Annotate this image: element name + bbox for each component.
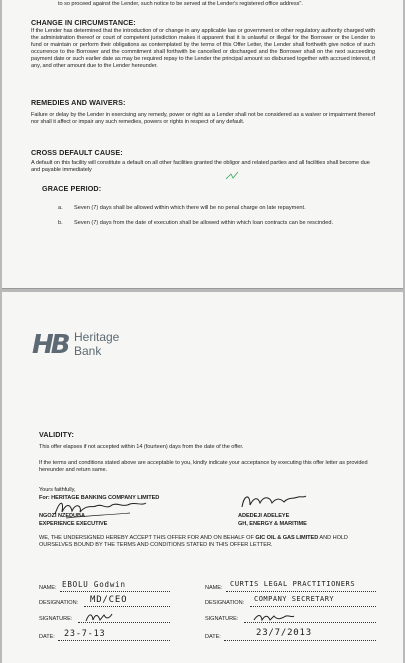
document-page-1: [2, 0, 403, 288]
logo-mark: HB: [32, 330, 68, 360]
closing-text: Yours faithfully,: [39, 487, 76, 493]
left-signature-label: SIGNATURE:: [39, 616, 73, 622]
acceptance-company: GIC OIL & GAS LIMITED: [255, 535, 319, 541]
validity-body-2: If the terms and conditions stated above are acceptable to you, kindly indicate your acceptance by executing this offer letter as provided hereunder and return same.: [39, 460, 368, 474]
signatory-left-name: NGOZI NZEDUBA: [39, 513, 85, 519]
right-signature-label: SIGNATURE:: [205, 616, 239, 622]
grace-item-marker: b.: [58, 220, 63, 226]
acceptance-text: [39, 535, 375, 549]
grace-item-marker: a.: [58, 205, 63, 211]
acceptance-post: AND HOLD OURSELVES BOUND BY THE TERMS AND CONDITIONS STATED IN THIS OFFER LETTER.: [39, 535, 348, 549]
grace-item-text: Seven (7) days from the date of execution shall be allowed within which loan contracts can be rescinded.: [74, 220, 334, 226]
for-line: For: HERITAGE BANKING COMPANY LIMITED: [39, 495, 160, 501]
left-name-label: NAME:: [39, 585, 57, 591]
validity-body-1: This offer elapses if not accepted within 14 (fourteen) days from the date of the offer.: [39, 444, 244, 450]
signatory-right-title: GH, ENERGY & MARITIME: [238, 521, 307, 527]
left-name-value: EBOLU Godwin: [62, 580, 126, 589]
change-body: If the Lender has determined that the introduction of or change in any applicable law or government or other regulatory authority charged with the administration thereof or court of competent jurisdiction makes it apparent that it is unlawful or illegal for the Borrower or the Lender to fund or maintain or perform their obligations as contemplated by the terms of this Offer Letter, the Lender shall forthwith give notice of such occurrence to the Borrower and the commitment shall forthwith be cancelled or discharged and the Borrower shall on the next succeeding payment date or such earlier date as may be required repay to the Lender the principal amount so disbursed together with accrued interest, if any, and other amount due to the Lender hereunder.: [31, 28, 375, 70]
left-date-value: 23-7-13: [64, 629, 106, 639]
left-name-line: [60, 591, 170, 592]
right-date-line: [224, 640, 376, 641]
intro-text: to so proceed against the Lender, such notice to be served at the Lender's registered office address".: [58, 1, 303, 7]
right-name-line: [226, 591, 376, 592]
right-name-label: NAME:: [205, 585, 223, 591]
grace-item-text: Seven (7) days shall be allowed within which there will be no penal charge on late repayment.: [74, 205, 306, 211]
left-signature-mark: [84, 610, 114, 624]
left-designation-value: MD/CEO: [90, 595, 128, 605]
change-heading: CHANGE IN CIRCUMSTANCE:: [31, 18, 136, 27]
validity-heading: VALIDITY:: [39, 430, 74, 439]
signature-right: [238, 489, 308, 513]
cross-default-body: A default on this facility will constitute a default on all other facilities granted the obligor and related parties and all facilities shall become due and payable immediately: [31, 160, 370, 174]
signatory-left-title: EXPERIENCE EXECUTIVE: [39, 521, 108, 527]
logo-text-line2: Bank: [74, 344, 102, 358]
left-designation-label: DESIGNATION:: [39, 600, 79, 606]
right-signature-mark: [252, 610, 296, 624]
left-date-label: DATE:: [39, 634, 55, 640]
cross-default-heading: CROSS DEFAULT CAUSE:: [31, 148, 123, 157]
right-designation-line: [250, 606, 376, 607]
left-designation-line: [84, 606, 170, 607]
right-date-label: DATE:: [205, 634, 221, 640]
logo-text-line1: Heritage: [74, 330, 120, 344]
right-date-value: 23/7/2013: [256, 628, 312, 638]
grace-period-heading: GRACE PERIOD:: [42, 184, 102, 193]
pen-mark: [224, 170, 240, 182]
left-date-line: [58, 640, 170, 641]
right-name-value: CURTIS LEGAL PRACTITIONERS: [230, 580, 356, 588]
signatory-right-name: ADEDEJI ADELEYE: [238, 513, 290, 519]
heritage-bank-logo: [32, 328, 152, 368]
right-designation-label: DESIGNATION:: [205, 600, 245, 606]
remedies-body: Failure or delay by the Lender in exercising any remedy, power or right as a Lender shall not be considered as a waiver or impairment thereof nor shall it affect or impair any such remedies, powers or rights in respect of any default.: [31, 112, 375, 126]
remedies-heading: REMEDIES AND WAIVERS:: [31, 98, 126, 107]
acceptance-pre: WE, THE UNDERSIGNED HEREBY ACCEPT THIS OFFER FOR AND ON BEHALF OF: [39, 535, 256, 541]
document-page-2: [2, 292, 403, 663]
right-designation-value: COMPANY SECRETARY: [254, 595, 335, 603]
